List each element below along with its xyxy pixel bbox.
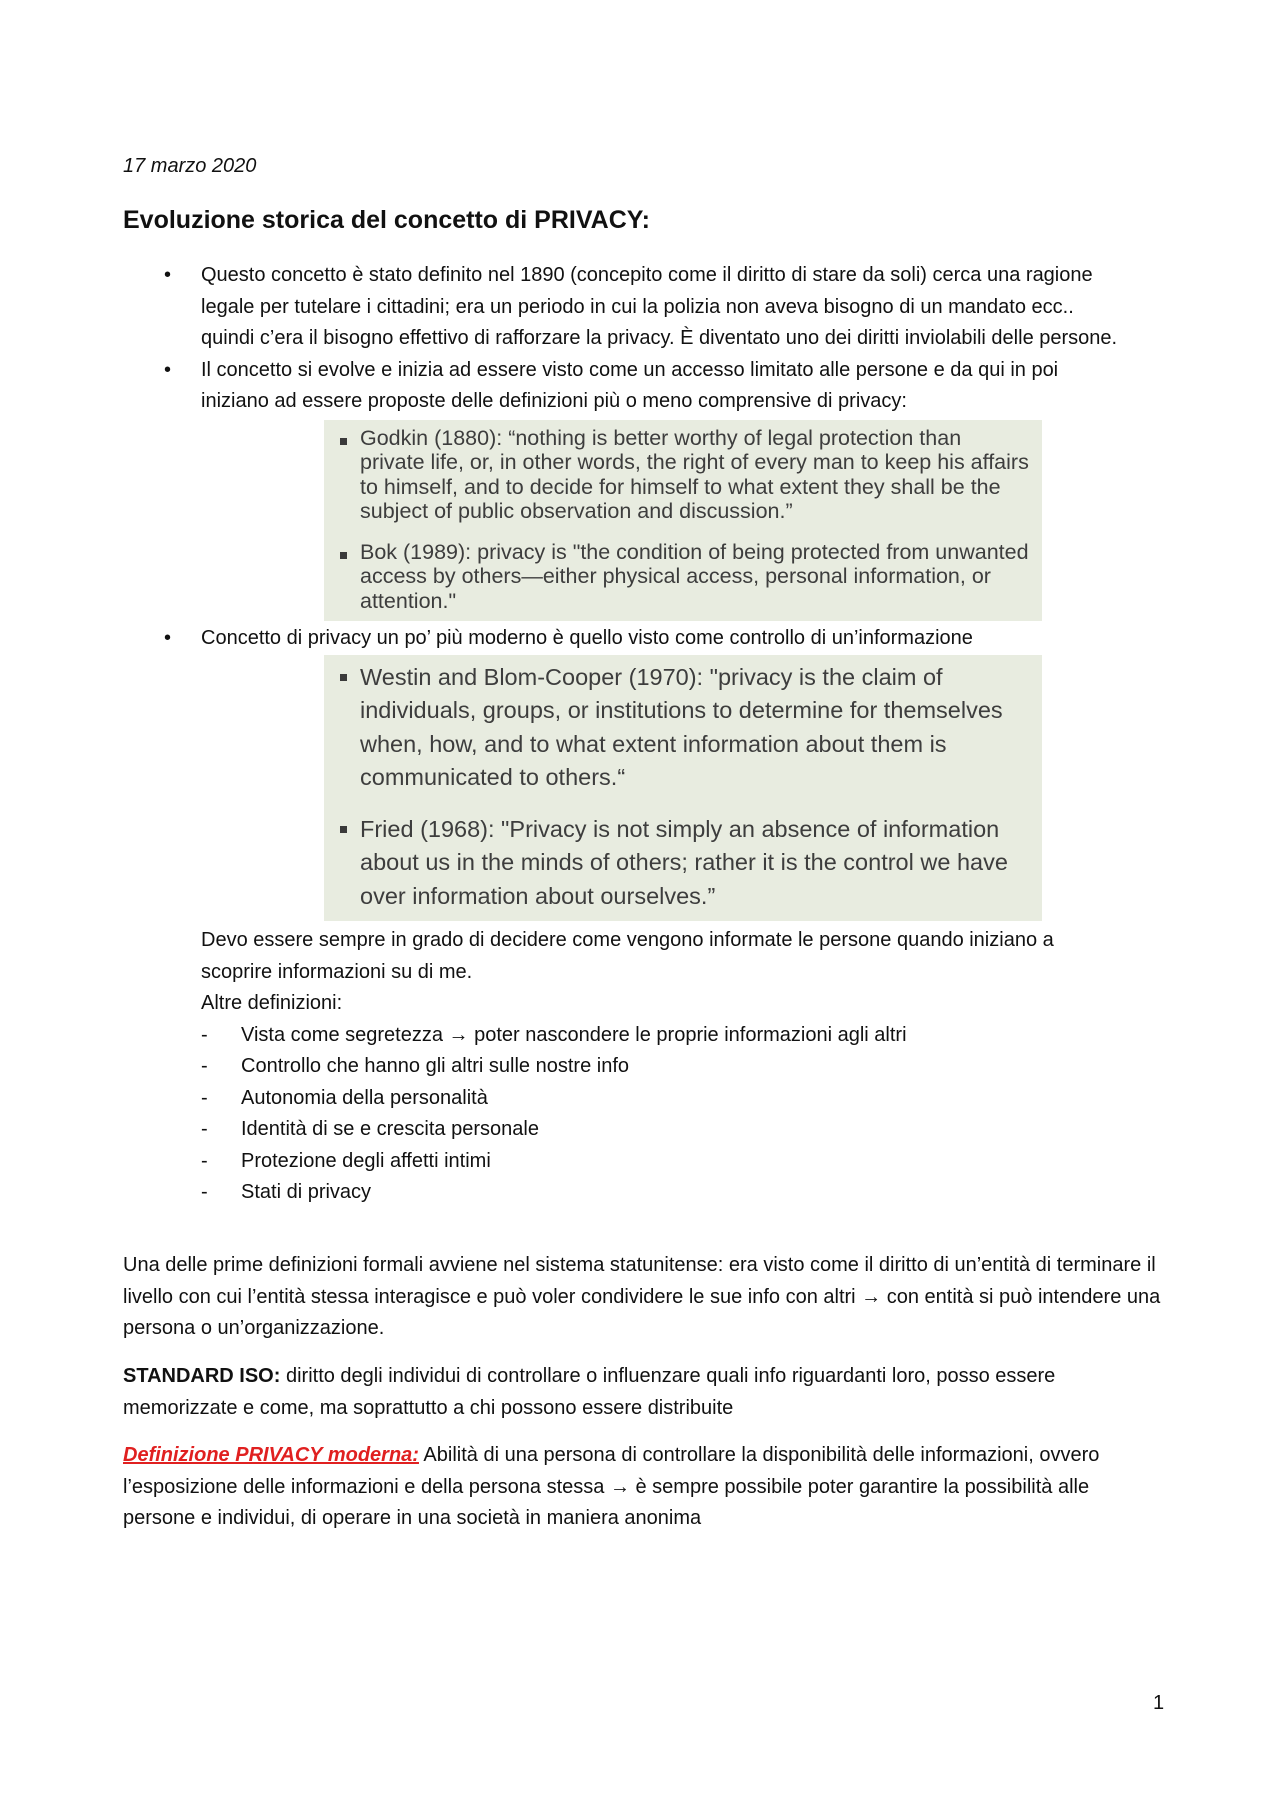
dash-marker: - (201, 1149, 208, 1172)
dash-marker: - (201, 1023, 208, 1046)
list-item (201, 1177, 1280, 1209)
quote-text: Bok (1989): privacy is "the condition of being protected from unwanted access by others—either physical access, personal information, or attention." (360, 539, 1029, 613)
other-definitions-label: Altre definizioni: (201, 992, 343, 1014)
dash-marker: - (201, 1055, 208, 1077)
formal-definition-paragraph: Una delle prime definizioni formali avviene nel sistema statunitense: era visto come il diritto di un’entità di terminare il livello con cui l’entità stessa interagisce e può voler condividere le sue info con altri → con entità si può intendere una persona o un’organizzazione. (123, 1254, 1161, 1339)
page-number: 1 (1153, 1692, 1165, 1714)
list-item (201, 1051, 1280, 1083)
square-bullet-icon (340, 674, 347, 681)
quote-item (336, 813, 1030, 914)
list-item-text: Controllo che hanno gli altri sulle nostre info (241, 1055, 629, 1077)
quote-item (336, 540, 1030, 614)
list-item-text: Vista come segretezza → poter nascondere le proprie informazioni agli altri (241, 1023, 907, 1046)
bullet-dot-icon: • (164, 358, 172, 381)
document-date: 17 marzo 2020 (123, 155, 257, 177)
bullet-text: Concetto di privacy un po’ più moderno è quello visto come controllo di un’informazione (201, 627, 973, 649)
list-item-text: Protezione degli affetti intimi (241, 1149, 491, 1172)
quote-box-limited-access (324, 420, 1042, 622)
quote-text: Fried (1968): "Privacy is not simply an absence of information about us in the minds of others; rather it is the control we have over information about ourselves.” (360, 815, 1008, 909)
dash-marker: - (201, 1086, 208, 1109)
list-item (201, 1083, 1280, 1115)
iso-label: STANDARD ISO: (123, 1365, 281, 1387)
quote-item (336, 426, 1030, 524)
iso-text: diritto degli individui di controllare o influenzare quali info riguardanti loro, posso essere memorizzate e come, ma soprattutto a chi possono essere distribuite (123, 1365, 1056, 1419)
bullet-dot-icon: • (164, 264, 172, 286)
bullet-text: Il concetto si evolve e inizia ad essere visto come un accesso limitato alle persone e da qui in poi iniziano ad essere proposte delle definizioni più o meno comprensive di privacy: (201, 358, 1059, 412)
decide-paragraph: Devo essere sempre in grado di decidere come vengono informate le persone quando iniziano a scoprire informazioni su di me. (201, 929, 1054, 983)
quote-text: Westin and Blom-Cooper (1970): "privacy is the claim of individuals, groups, or institutions to determine for themselves when, how, and to what extent information about them is communicated to others.“ (360, 663, 1003, 790)
page-title: Evoluzione storica del concetto di PRIVACY: (123, 206, 650, 234)
modern-definition-label: Definizione PRIVACY moderna: (123, 1444, 419, 1466)
modern-definition-paragraph (123, 1440, 1163, 1535)
bullet-list (0, 260, 1280, 1209)
square-bullet-icon (340, 826, 347, 833)
list-item (201, 1146, 1280, 1178)
list-item (201, 1114, 1280, 1146)
list-item-text: Stati di privacy (241, 1181, 372, 1203)
other-definitions-list (0, 1020, 1280, 1209)
list-item (201, 1020, 1280, 1052)
dash-marker: - (201, 1181, 208, 1203)
quote-item (336, 661, 1030, 795)
quote-box-information-control (324, 655, 1042, 922)
iso-paragraph (123, 1361, 1163, 1424)
square-bullet-icon (340, 438, 347, 445)
bullet-item (0, 355, 1280, 418)
bullet-item (0, 623, 1280, 655)
list-item-text: Identità di se e crescita personale (241, 1118, 539, 1140)
bullet-dot-icon: • (164, 627, 172, 649)
modern-definition-text: Abilità di una persona di controllare la disponibilità delle informazioni, ovvero l’esposizione delle informazioni e della persona stessa → è sempre possibile poter garantire la possibilità alle persone e individui, di operare in una società in maniera anonima (123, 1444, 1100, 1529)
list-item-text: Autonomia della personalità (241, 1086, 488, 1109)
bullet-item (0, 260, 1280, 355)
quote-text: Godkin (1880): “nothing is better worthy of legal protection than private life, or, in other words, the right of every man to keep his affairs to himself, and to decide for himself to what extent they shall be the subject of public observation and discussion.” (360, 425, 1029, 523)
square-bullet-icon (340, 552, 347, 559)
bullet-text: Questo concetto è stato definito nel 1890 (concepito come il diritto di stare da soli) cerca una ragione legale per tutelare i cittadini; era un periodo in cui la polizia non aveva bisogno di un mandato ecc.. quindi c’era il bisogno effettivo di rafforzare la privacy. È diventato uno dei diritti inviolabili delle persone. (201, 264, 1118, 349)
dash-marker: - (201, 1118, 208, 1140)
